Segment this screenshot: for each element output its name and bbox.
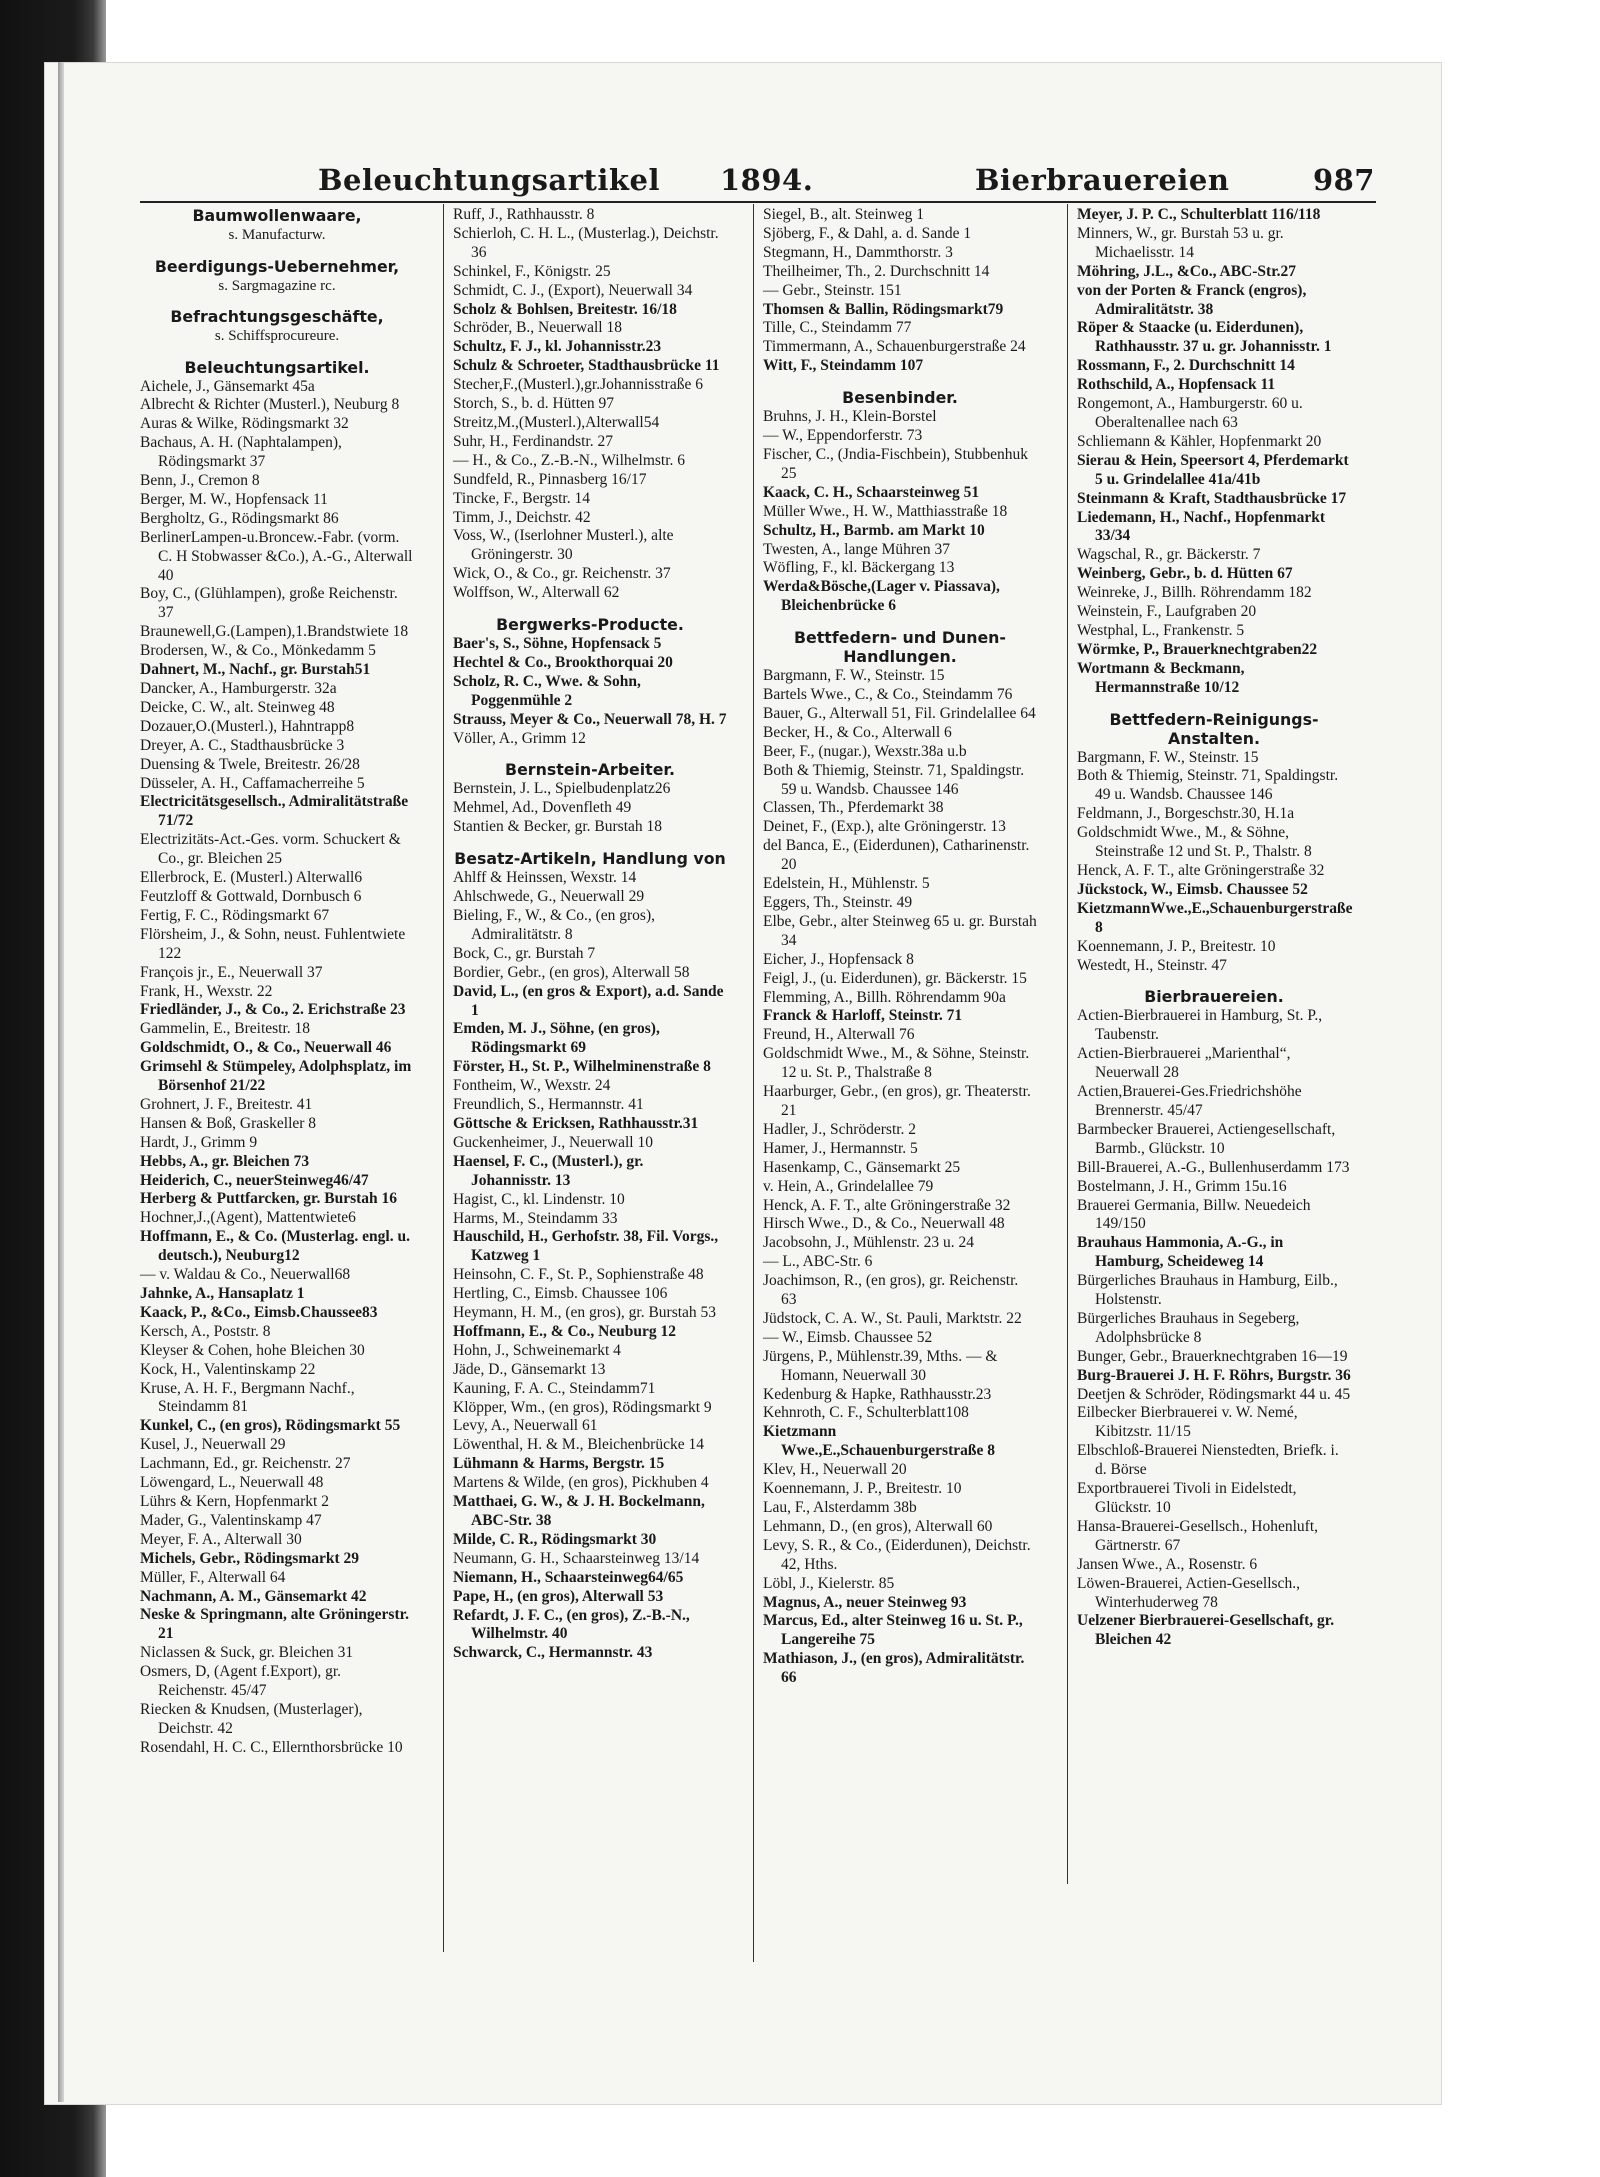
directory-entry: Grimsehl & Stümpeley, Adolphsplatz, im Börsenhof 21/22 bbox=[140, 1058, 412, 1095]
directory-entry: Barmbecker Brauerei, Actiengesellschaft, Barmb., Glückstr. 10 bbox=[1077, 1120, 1336, 1157]
page-binding-shadow bbox=[58, 62, 64, 2102]
directory-entry: Bunger, Gebr., Brauerknechtgraben 16—19 bbox=[1077, 1347, 1348, 1365]
directory-entry: Löwengard, L., Neuerwall 48 bbox=[140, 1474, 324, 1492]
directory-entry: Brodersen, W., & Co., Mönkedamm 5 bbox=[140, 642, 376, 660]
directory-entry: Hohn, J., Schweinemarkt 4 bbox=[453, 1341, 621, 1359]
directory-entry: — W., Eimsb. Chaussee 52 bbox=[763, 1328, 933, 1346]
directory-entry: Goldschmidt Wwe., M., & Söhne, Steinstr. 12 u. St. P., Thalstraße 8 bbox=[763, 1045, 1030, 1082]
section-heading: Besatz-Artikeln, Handlung von bbox=[454, 849, 726, 869]
section-heading: Besenbinder. bbox=[842, 388, 958, 408]
directory-entry: Fertig, F. C., Rödingsmarkt 67 bbox=[140, 906, 330, 924]
directory-entry: Haensel, F. C., (Musterl.), gr. Johannisstr. 13 bbox=[453, 1152, 644, 1189]
directory-entry: Eggers, Th., Steinstr. 49 bbox=[763, 894, 913, 911]
directory-entry: Schmidt, C. J., (Export), Neuerwall 34 bbox=[453, 281, 693, 299]
directory-entry: Niemann, H., Schaarsteinweg64/65 bbox=[453, 1568, 684, 1586]
directory-entry: Löwen-Brauerei, Actien-Gesellsch., Winterhuderweg 78 bbox=[1077, 1574, 1300, 1611]
directory-entry: Both & Thiemig, Steinstr. 71, Spaldingstr. 49 u. Wandsb. Chaussee 146 bbox=[1077, 767, 1339, 804]
directory-entry: Lachmann, Ed., gr. Reichenstr. 27 bbox=[140, 1455, 351, 1473]
directory-entry: Mathiason, J., (en gros), Admiralitätstr. 66 bbox=[763, 1650, 1025, 1687]
directory-entry: Jückstock, W., Eimsb. Chaussee 52 bbox=[1077, 880, 1308, 898]
directory-entry: Eilbecker Bierbrauerei v. W. Nemé, Kibitzstr. 11/15 bbox=[1077, 1404, 1298, 1441]
directory-entry: Rosendahl, H. C. C., Ellernthorsbrücke 10 bbox=[140, 1738, 403, 1756]
directory-entry: — Gebr., Steinstr. 151 bbox=[763, 281, 902, 299]
directory-entry: Electrizitäts-Act.-Ges. vorm. Schuckert & Co., gr. Bleichen 25 bbox=[140, 831, 401, 868]
directory-entry: Westphal, L., Frankenstr. 5 bbox=[1077, 621, 1245, 639]
directory-entry: Kaack, P., &Co., Eimsb.Chaussee83 bbox=[140, 1303, 378, 1321]
cross-reference: s. Sargmagazine rc. bbox=[218, 277, 336, 294]
directory-entry: Wick, O., & Co., gr. Reichenstr. 37 bbox=[453, 565, 671, 583]
directory-entry: Dancker, A., Hamburgerstr. 32a bbox=[140, 680, 337, 697]
directory-entry: Braunewell,G.(Lampen),1.Brandstwiete 18 bbox=[140, 623, 409, 641]
directory-entry: Freund, H., Alterwall 76 bbox=[763, 1026, 915, 1044]
directory-entry: Steinmann & Kraft, Stadthausbrücke 17 bbox=[1077, 489, 1347, 507]
directory-entry: Auras & Wilke, Rödingsmarkt 32 bbox=[140, 415, 349, 433]
directory-entry: Meyer, J. P. C., Schulterblatt 116/118 bbox=[1077, 206, 1321, 223]
directory-entry: Strauss, Meyer & Co., Neuerwall 78, H. 7 bbox=[453, 710, 727, 728]
directory-entry: Meyer, F. A., Alterwall 30 bbox=[140, 1530, 302, 1548]
directory-entry: Bostelmann, J. H., Grimm 15u.16 bbox=[1077, 1177, 1287, 1195]
directory-entry: Jäde, D., Gänsemarkt 13 bbox=[453, 1360, 606, 1378]
directory-entry: Westedt, H., Steinstr. 47 bbox=[1077, 956, 1227, 974]
directory-entry: Bachaus, A. H. (Naphtalampen), Rödingsmarkt 37 bbox=[140, 434, 342, 471]
directory-entry: Hadler, J., Schröderstr. 2 bbox=[763, 1120, 917, 1138]
directory-entry: Boy, C., (Glühlampen), große Reichenstr. 37 bbox=[140, 585, 398, 622]
directory-entry: Jacobsohn, J., Mühlenstr. 23 u. 24 bbox=[763, 1234, 974, 1252]
section-heading: Beerdigungs-Uebernehmer, bbox=[154, 256, 400, 276]
directory-entry: Göttsche & Ericksen, Rathhausstr.31 bbox=[453, 1114, 699, 1132]
column-divider bbox=[443, 204, 444, 1952]
directory-entry: Heinsohn, C. F., St. P., Sophienstraße 48 bbox=[453, 1266, 704, 1284]
column-divider bbox=[1067, 204, 1068, 1884]
directory-entry: Kaack, C. H., Schaarsteinweg 51 bbox=[763, 483, 980, 501]
directory-entry: Rothschild, A., Hopfensack 11 bbox=[1077, 376, 1276, 394]
directory-entry: Lühmann & Harms, Bergstr. 15 bbox=[453, 1455, 665, 1473]
directory-entry: Schultz, F. J., kl. Johannisstr.23 bbox=[453, 338, 662, 356]
directory-entry: Hechtel & Co., Brookthorquai 20 bbox=[453, 653, 673, 671]
directory-entry: Deinet, F., (Exp.), alte Gröningerstr. 13 bbox=[763, 818, 1006, 836]
directory-entry: Kunkel, C., (en gros), Rödingsmarkt 55 bbox=[140, 1417, 401, 1435]
directory-entry: Hoffmann, E., & Co., Neuburg 12 bbox=[453, 1322, 677, 1340]
directory-entry: Heymann, H. M., (en gros), gr. Burstah 53 bbox=[453, 1304, 717, 1322]
directory-entry: Sjöberg, F., & Dahl, a. d. Sande 1 bbox=[763, 224, 972, 242]
directory-entry: Jahnke, A., Hansaplatz 1 bbox=[140, 1285, 305, 1302]
directory-entry: Lehmann, D., (en gros), Alterwall 60 bbox=[763, 1517, 993, 1535]
directory-entry: — W., Eppendorferstr. 73 bbox=[763, 427, 923, 445]
directory-entry: BerlinerLampen-u.Broncew.-Fabr. (vorm. C. H Stobwasser &Co.), A.-G., Alterwall 40 bbox=[140, 528, 413, 584]
directory-entry: Liedemann, H., Nachf., Hopfenmarkt 33/34 bbox=[1077, 508, 1325, 545]
directory-entry: Henck, A. F. T., alte Gröningerstraße 32 bbox=[763, 1196, 1011, 1214]
cross-reference: s. Schiffsprocureure. bbox=[214, 328, 340, 344]
directory-entry: Kehnroth, C. F., Schulterblatt108 bbox=[763, 1404, 969, 1422]
header-right-title: Bierbrauereien bbox=[975, 163, 1230, 197]
directory-entry: Tille, C., Steindamm 77 bbox=[763, 319, 912, 337]
directory-entry: Beer, F., (nugar.), Wexstr.38a u.b bbox=[763, 742, 967, 760]
directory-entry: Schultz, H., Barmb. am Markt 10 bbox=[763, 521, 985, 539]
directory-entry: Duensing & Twele, Breitestr. 26/28 bbox=[140, 755, 360, 773]
directory-entry: Wolffson, W., Alterwall 62 bbox=[453, 584, 620, 602]
directory-entry: Bernstein, J. L., Spielbudenplatz26 bbox=[453, 780, 671, 798]
column-divider bbox=[753, 204, 754, 1962]
directory-entry: Bock, C., gr. Burstah 7 bbox=[453, 944, 596, 962]
header-rule bbox=[140, 201, 1376, 203]
directory-entry: François jr., E., Neuerwall 37 bbox=[140, 963, 323, 981]
directory-entry: Rongemont, A., Hamburgerstr. 60 u. Oberaltenallee nach 63 bbox=[1077, 395, 1303, 431]
section-heading: Beleuchtungsartikel. bbox=[184, 357, 370, 377]
directory-entry: Kruse, A. H. F., Bergmann Nachf., Steindamm 81 bbox=[140, 1379, 355, 1416]
directory-entry: Kersch, A., Poststr. 8 bbox=[140, 1322, 271, 1340]
directory-entry: Lau, F., Alsterdamm 38b bbox=[763, 1499, 917, 1516]
directory-entry: Fontheim, W., Wexstr. 24 bbox=[453, 1077, 611, 1095]
directory-entry: Suhr, H., Ferdinandstr. 27 bbox=[453, 432, 613, 450]
directory-entry: Schröder, B., Neuerwall 18 bbox=[453, 319, 622, 337]
directory-entry: Exportbrauerei Tivoli in Eidelstedt, Glückstr. 10 bbox=[1077, 1480, 1297, 1516]
directory-entry: Jürgens, P., Mühlenstr.39, Mths. — & Homann, Neuerwall 30 bbox=[763, 1347, 998, 1384]
column-2 bbox=[453, 206, 727, 1663]
directory-entry: Henck, A. F. T., alte Gröningerstraße 32 bbox=[1077, 862, 1325, 879]
directory-entry: Bergholtz, G., Rödingsmarkt 86 bbox=[140, 509, 339, 527]
header-year: 1894. bbox=[720, 163, 814, 197]
directory-entry: Minners, W., gr. Burstah 53 u. gr. Michaelisstr. 14 bbox=[1077, 224, 1284, 261]
page-header bbox=[140, 163, 1375, 197]
directory-entry: Bürgerliches Brauhaus in Hamburg, Eilb., Holstenstr. bbox=[1077, 1272, 1338, 1309]
directory-entry: Refardt, J. F. C., (en gros), Z.-B.-N., Wilhelmstr. 40 bbox=[453, 1606, 690, 1643]
directory-entry: Matthaei, G. W., & J. H. Bockelmann, ABC-Str. 38 bbox=[453, 1493, 705, 1529]
directory-entry: Goldschmidt, O., & Co., Neuerwall 46 bbox=[140, 1039, 392, 1057]
section-heading: Bettfedern- und Dunen-Handlungen. bbox=[794, 628, 1006, 667]
directory-entry: Neske & Springmann, alte Gröningerstr. 21 bbox=[140, 1606, 409, 1643]
directory-entry: Hauschild, H., Gerhofstr. 38, Fil. Vorgs., Katzweg 1 bbox=[453, 1228, 719, 1265]
directory-entry: Werda&Bösche,(Lager v. Piassava), Bleichenbrücke 6 bbox=[763, 578, 1000, 615]
directory-entry: Thomsen & Ballin, Rödingsmarkt79 bbox=[763, 300, 1004, 318]
directory-entry: Bieling, F., W., & Co., (en gros), Admiralitätstr. 8 bbox=[453, 907, 655, 943]
directory-entry: KietzmannWwe.,E.,Schauenburgerstraße 8 bbox=[1077, 899, 1353, 936]
directory-entry: — L., ABC-Str. 6 bbox=[763, 1253, 873, 1271]
directory-entry: Kleyser & Cohen, hohe Bleichen 30 bbox=[140, 1341, 365, 1359]
directory-entry: Hansen & Boß, Graskeller 8 bbox=[140, 1114, 317, 1132]
directory-entry: David, L., (en gros & Export), a.d. Sande 1 bbox=[453, 982, 724, 1019]
directory-entry: von der Porten & Franck (engros), Admiralitätstr. 38 bbox=[1077, 281, 1307, 318]
directory-entry: Sierau & Hein, Speersort 4, Pferdemarkt 5 u. Grindelallee 41a/41b bbox=[1077, 451, 1349, 488]
directory-entry: Schinkel, F., Königstr. 25 bbox=[453, 262, 611, 280]
directory-entry: Becker, H., & Co., Alterwall 6 bbox=[763, 723, 952, 741]
directory-entry: Flemming, A., Billh. Röhrendamm 90a bbox=[763, 988, 1006, 1006]
directory-entry: Witt, F., Steindamm 107 bbox=[763, 357, 924, 375]
directory-entry: Niclassen & Suck, gr. Bleichen 31 bbox=[140, 1644, 354, 1662]
directory-entry: Joachimson, R., (en gros), gr. Reichenstr. 63 bbox=[763, 1272, 1019, 1309]
directory-entry: Jüdstock, C. A. W., St. Pauli, Marktstr. 22 bbox=[763, 1309, 1022, 1327]
directory-entry: Osmers, D, (Agent f.Export), gr. Reichenstr. 45/47 bbox=[140, 1663, 342, 1700]
directory-entry: Schierloh, C. H. L., (Musterlag.), Deichstr. 36 bbox=[453, 224, 719, 261]
directory-entry: Wörmke, P., Brauerknechtgraben22 bbox=[1077, 640, 1318, 658]
directory-entry: Uelzener Bierbrauerei-Gesellschaft, gr. Bleichen 42 bbox=[1077, 1612, 1335, 1649]
directory-entry: Hagist, C., kl. Lindenstr. 10 bbox=[453, 1190, 625, 1208]
directory-entry: Emden, M. J., Söhne, (en gros), Rödingsmarkt 69 bbox=[453, 1020, 660, 1057]
directory-entry: Deetjen & Schröder, Rödingsmarkt 44 u. 45 bbox=[1077, 1385, 1351, 1403]
directory-entry: Berger, M. W., Hopfensack 11 bbox=[140, 490, 328, 508]
directory-entry: Wagschal, R., gr. Bäckerstr. 7 bbox=[1077, 546, 1261, 564]
directory-entry: Bargmann, F. W., Steinstr. 15 bbox=[1077, 748, 1259, 766]
directory-entry: Mader, G., Valentinskamp 47 bbox=[140, 1511, 322, 1529]
directory-entry: Stecher,F.,(Musterl.),gr.Johannisstraße 6 bbox=[453, 376, 703, 394]
directory-entry: Bargmann, F. W., Steinstr. 15 bbox=[763, 667, 945, 685]
directory-entry: Nachmann, A. M., Gänsemarkt 42 bbox=[140, 1587, 367, 1605]
directory-entry: Koennemann, J. P., Breitestr. 10 bbox=[1077, 937, 1276, 955]
directory-entry: — H., & Co., Z.-B.-N., Wilhelmstr. 6 bbox=[453, 451, 686, 469]
directory-entry: Classen, Th., Pferdemarkt 38 bbox=[763, 799, 944, 817]
directory-entry: Hoffmann, E., & Co. (Musterlag. engl. u. deutsch.), Neuburg12 bbox=[140, 1228, 410, 1265]
directory-entry: Martens & Wilde, (en gros), Pickhuben 4 bbox=[453, 1474, 709, 1492]
directory-entry: Müller, F., Alterwall 64 bbox=[140, 1568, 286, 1586]
directory-entry: Both & Thiemig, Steinstr. 71, Spaldingstr. 59 u. Wandsb. Chaussee 146 bbox=[763, 761, 1025, 798]
page-number: 987 bbox=[1312, 163, 1375, 197]
directory-entry: Voss, W., (Iserlohner Musterl.), alte Gröningerstr. 30 bbox=[453, 527, 674, 564]
directory-entry: Schulz & Schroeter, Stadthausbrücke 11 bbox=[453, 357, 720, 375]
directory-entry: Baer's, S., Söhne, Hopfensack 5 bbox=[453, 635, 662, 653]
directory-entry: Siegel, B., alt. Steinweg 1 bbox=[763, 206, 925, 223]
directory-entry: Hirsch Wwe., D., & Co., Neuerwall 48 bbox=[763, 1215, 1005, 1233]
directory-entry: Frank, H., Wexstr. 22 bbox=[140, 982, 273, 1000]
directory-entry: Ahlff & Heinssen, Wexstr. 14 bbox=[453, 869, 637, 887]
directory-entry: Brauerei Germania, Billw. Neuedeich 149/150 bbox=[1077, 1196, 1311, 1233]
directory-entry: Jansen Wwe., A., Rosenstr. 6 bbox=[1077, 1555, 1258, 1573]
directory-entry: Bill-Brauerei, A.-G., Bullenhuserdamm 173 bbox=[1077, 1158, 1350, 1176]
column-1 bbox=[140, 206, 414, 1758]
directory-entry: Grohnert, J. F., Breitestr. 41 bbox=[140, 1095, 313, 1113]
directory-entry: Dozauer,O.(Musterl.), Hahntrapp8 bbox=[140, 717, 355, 735]
directory-entry: Actien-Bierbrauerei in Hamburg, St. P., Taubenstr. bbox=[1077, 1007, 1323, 1044]
directory-entry: Timm, J., Deichstr. 42 bbox=[453, 508, 591, 526]
section-heading: Befrachtungsgeschäfte, bbox=[170, 307, 384, 326]
directory-entry: Gammelin, E., Breitestr. 18 bbox=[140, 1020, 311, 1038]
directory-entry: Theilheimer, Th., 2. Durchschnitt 14 bbox=[763, 262, 990, 280]
directory-entry: Feigl, J., (u. Eiderdunen), gr. Bäckerstr. 15 bbox=[763, 969, 1027, 987]
directory-entry: Edelstein, H., Mühlenstr. 5 bbox=[763, 875, 930, 893]
directory-entry: Neumann, G. H., Schaarsteinweg 13/14 bbox=[453, 1549, 700, 1567]
directory-entry: Flörsheim, J., & Sohn, neust. Fuhlentwiete 122 bbox=[140, 925, 406, 962]
directory-entry: Elbe, Gebr., alter Steinweg 65 u. gr. Burstah 34 bbox=[763, 912, 1037, 949]
directory-entry: Actien-Bierbrauerei „Marienthal“, Neuerwall 28 bbox=[1077, 1045, 1291, 1082]
directory-entry: Michels, Gebr., Rödingsmarkt 29 bbox=[140, 1549, 360, 1567]
directory-entry: Kietzmann Wwe.,E.,Schauenburgerstraße 8 bbox=[763, 1423, 995, 1460]
directory-entry: del Banca, E., (Eiderdunen), Catharinenstr. 20 bbox=[763, 837, 1030, 874]
directory-entry: Hertling, C., Eimsb. Chaussee 106 bbox=[453, 1285, 668, 1303]
directory-entry: Klev, H., Neuerwall 20 bbox=[763, 1461, 907, 1479]
directory-entry: Eicher, J., Hopfensack 8 bbox=[763, 950, 914, 968]
section-heading: Baumwollenwaare, bbox=[192, 206, 362, 225]
directory-entry: Hansa-Brauerei-Gesellsch., Hohenluft, Gärtnerstr. 67 bbox=[1077, 1517, 1319, 1554]
directory-entry: Storch, S., b. d. Hütten 97 bbox=[453, 395, 615, 413]
cross-reference: s. Manufacturw. bbox=[228, 227, 326, 243]
directory-entry: Bruhns, J. H., Klein-Borstel bbox=[763, 408, 937, 426]
directory-entry: Milde, C. R., Rödingsmarkt 30 bbox=[453, 1530, 657, 1548]
directory-entry: Fischer, C., (Jndia-Fischbein), Stubbenhuk 25 bbox=[763, 445, 1029, 482]
directory-entry: Friedländer, J., & Co., 2. Erichstraße 23 bbox=[140, 1001, 406, 1019]
directory-entry: Freundlich, S., Hermannstr. 41 bbox=[453, 1096, 644, 1114]
directory-entry: Bartels Wwe., C., & Co., Steindamm 76 bbox=[763, 686, 1013, 704]
directory-entry: Ellerbrock, E. (Musterl.) Alterwall6 bbox=[140, 869, 363, 887]
directory-entry: Marcus, Ed., alter Steinweg 16 u. St. P., Langereihe 75 bbox=[763, 1612, 1023, 1649]
directory-entry: Heiderich, C., neuerSteinweg46/47 bbox=[140, 1171, 369, 1189]
directory-entry: Schliemann & Kähler, Hopfenmarkt 20 bbox=[1077, 432, 1322, 450]
directory-entry: Löwenthal, H. & M., Bleichenbrücke 14 bbox=[453, 1436, 704, 1454]
directory-entry: Hochner,J.,(Agent), Mattentwiete6 bbox=[140, 1209, 356, 1227]
directory-entry: Ruff, J., Rathhausstr. 8 bbox=[453, 206, 595, 223]
directory-entry: Wortmann & Beckmann, Hermannstraße 10/12 bbox=[1077, 659, 1245, 696]
directory-entry: Levy, A., Neuerwall 61 bbox=[453, 1417, 598, 1435]
directory-entry: Riecken & Knudsen, (Musterlager), Deichstr. 42 bbox=[140, 1700, 363, 1737]
directory-entry: Klöpper, Wm., (en gros), Rödingsmarkt 9 bbox=[453, 1398, 712, 1416]
column-3 bbox=[763, 206, 1037, 1688]
directory-entry: Weinstein, F., Laufgraben 20 bbox=[1077, 603, 1257, 621]
directory-entry: Feutzloff & Gottwald, Dornbusch 6 bbox=[140, 887, 362, 905]
directory-entry: Rossmann, F., 2. Durchschnitt 14 bbox=[1077, 357, 1295, 375]
directory-entry: Guckenheimer, J., Neuerwall 10 bbox=[453, 1133, 653, 1151]
directory-entry: Albrecht & Richter (Musterl.), Neuburg 8 bbox=[140, 396, 400, 414]
directory-entry: Burg-Brauerei J. H. F. Röhrs, Burgstr. 36 bbox=[1077, 1366, 1351, 1384]
section-heading: Bernstein-Arbeiter. bbox=[505, 760, 675, 780]
directory-entry: Förster, H., St. P., Wilhelminenstraße 8 bbox=[453, 1058, 711, 1076]
directory-entry: Dahnert, M., Nachf., gr. Burstah51 bbox=[140, 661, 371, 679]
section-heading: Bierbrauereien. bbox=[1144, 987, 1284, 1007]
directory-entry: Ahlschwede, G., Neuerwall 29 bbox=[453, 888, 645, 906]
directory-entry: Elbschloß-Brauerei Nienstedten, Briefk. i. d. Börse bbox=[1077, 1442, 1339, 1479]
directory-entry: Dreyer, A. C., Stadthausbrücke 3 bbox=[140, 736, 345, 754]
header-left-title: Beleuchtungsartikel bbox=[318, 163, 660, 197]
directory-entry: Actien,Brauerei-Ges.Friedrichshöhe Brennerstr. 45/47 bbox=[1077, 1083, 1302, 1119]
directory-entry: Streitz,M.,(Musterl.),Alterwall54 bbox=[453, 413, 660, 431]
directory-entry: Müller Wwe., H. W., Matthiasstraße 18 bbox=[763, 502, 1008, 520]
directory-entry: Weinreke, J., Billh. Röhrendamm 182 bbox=[1077, 584, 1312, 602]
directory-entry: Aichele, J., Gänsemarkt 45a bbox=[140, 377, 315, 395]
directory-entry: Brauhaus Hammonia, A.-G., in Hamburg, Scheideweg 14 bbox=[1077, 1234, 1284, 1271]
directory-entry: Scholz, R. C., Wwe. & Sohn, Poggenmühle 2 bbox=[453, 672, 641, 709]
directory-entry: Koennemann, J. P., Breitestr. 10 bbox=[763, 1480, 962, 1498]
directory-entry: Mehmel, Ad., Dovenfleth 49 bbox=[453, 799, 632, 817]
directory-entry: Völler, A., Grimm 12 bbox=[453, 729, 586, 747]
directory-entry: Timmermann, A., Schauenburgerstraße 24 bbox=[763, 338, 1026, 356]
directory-entry: Hamer, J., Hermannstr. 5 bbox=[763, 1139, 918, 1157]
directory-entry: Düsseler, A. H., Caffamacherreihe 5 bbox=[140, 774, 365, 792]
directory-entry: Kedenburg & Hapke, Rathhausstr.23 bbox=[763, 1385, 992, 1403]
directory-entry: Stantien & Becker, gr. Burstah 18 bbox=[453, 818, 663, 836]
directory-entry: Pape, H., (en gros), Alterwall 53 bbox=[453, 1587, 664, 1605]
directory-entry: Herberg & Puttfarcken, gr. Burstah 16 bbox=[140, 1190, 398, 1208]
directory-entry: v. Hein, A., Grindelallee 79 bbox=[763, 1177, 934, 1195]
directory-entry: Hebbs, A., gr. Bleichen 73 bbox=[140, 1152, 310, 1170]
directory-entry: Stegmann, H., Dammthorstr. 3 bbox=[763, 243, 953, 261]
directory-entry: Magnus, A., neuer Steinweg 93 bbox=[763, 1593, 967, 1611]
directory-entry: Kusel, J., Neuerwall 29 bbox=[140, 1436, 286, 1454]
column-4 bbox=[1077, 206, 1351, 1650]
directory-entry: Electricitätsgesellsch., Admiralitätstraße 71/72 bbox=[140, 793, 409, 830]
directory-entry: Bauer, G., Alterwall 51, Fil. Grindelallee 64 bbox=[763, 704, 1036, 722]
directory-entry: Weinberg, Gebr., b. d. Hütten 67 bbox=[1077, 565, 1293, 583]
section-heading: Bettfedern-Reinigungs-Anstalten. bbox=[1109, 709, 1319, 748]
directory-entry: Benn, J., Cremon 8 bbox=[140, 472, 260, 490]
directory-entry: Franck & Harloff, Steinstr. 71 bbox=[763, 1007, 963, 1025]
directory-entry: Deicke, C. W., alt. Steinweg 48 bbox=[140, 698, 335, 716]
section-heading: Bergwerks-Producte. bbox=[496, 615, 684, 635]
directory-entry: Scholz & Bohlsen, Breitestr. 16/18 bbox=[453, 300, 677, 318]
directory-entry: Lührs & Kern, Hopfenmarkt 2 bbox=[140, 1492, 329, 1510]
directory-entry: — v. Waldau & Co., Neuerwall68 bbox=[140, 1266, 351, 1284]
directory-entry: Möhring, J.L., &Co., ABC-Str.27 bbox=[1077, 262, 1297, 280]
directory-entry: Sundfeld, R., Pinnasberg 16/17 bbox=[453, 470, 647, 488]
directory-entry: Feldmann, J., Borgeschstr.30, H.1a bbox=[1077, 805, 1295, 823]
directory-entry: Löbl, J., Kielerstr. 85 bbox=[763, 1574, 895, 1592]
directory-entry: Kauning, F. A. C., Steindamm71 bbox=[453, 1379, 656, 1397]
directory-entry: Levy, S. R., & Co., (Eiderdunen), Deichstr. 42, Hths. bbox=[763, 1536, 1031, 1573]
directory-entry: Wöfling, F., kl. Bäckergang 13 bbox=[763, 559, 955, 577]
directory-entry: Kock, H., Valentinskamp 22 bbox=[140, 1360, 316, 1378]
directory-entry: Tincke, F., Bergstr. 14 bbox=[453, 489, 590, 507]
directory-entry: Twesten, A., lange Mühren 37 bbox=[763, 540, 951, 558]
directory-entry: Hasenkamp, C., Gänsemarkt 25 bbox=[763, 1158, 961, 1176]
directory-entry: Bürgerliches Brauhaus in Segeberg, Adolphsbrücke 8 bbox=[1077, 1309, 1300, 1346]
directory-entry: Schwarck, C., Hermannstr. 43 bbox=[453, 1644, 653, 1662]
directory-entry: Röper & Staacke (u. Eiderdunen), Rathhausstr. 37 u. gr. Johannisstr. 1 bbox=[1077, 319, 1332, 356]
directory-entry: Goldschmidt Wwe., M., & Söhne, Steinstraße 12 und St. P., Thalstr. 8 bbox=[1077, 824, 1312, 861]
directory-entry: Bordier, Gebr., (en gros), Alterwall 58 bbox=[453, 963, 690, 981]
directory-entry: Hardt, J., Grimm 9 bbox=[140, 1133, 258, 1151]
directory-entry: Harms, M., Steindamm 33 bbox=[453, 1209, 618, 1227]
directory-entry: Haarburger, Gebr., (en gros), gr. Theaterstr. 21 bbox=[763, 1083, 1031, 1119]
